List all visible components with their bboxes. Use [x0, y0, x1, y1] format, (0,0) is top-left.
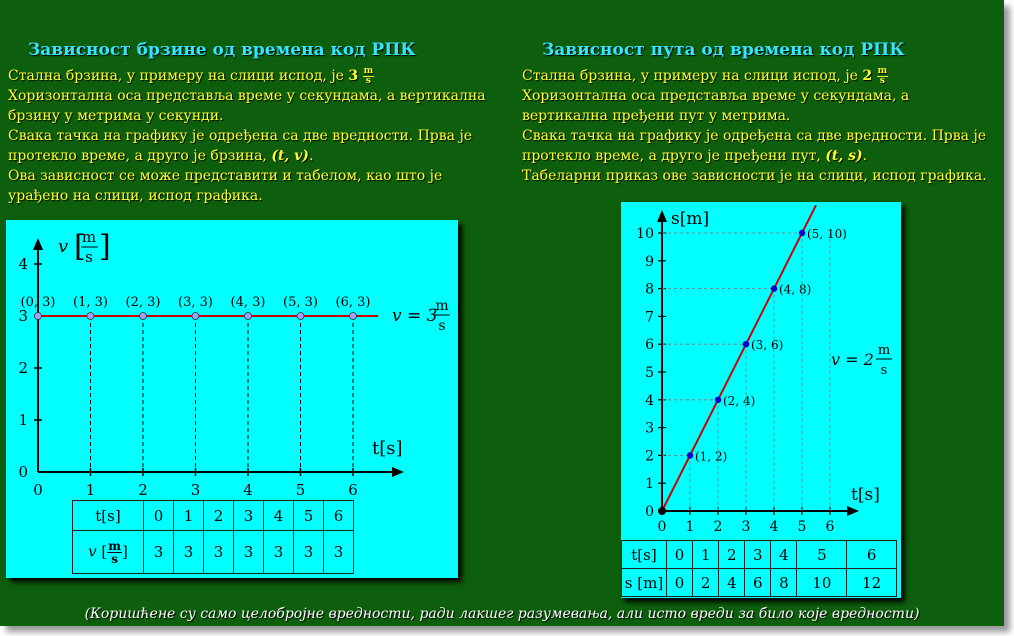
distance-table-header-s: s [m] — [622, 569, 667, 597]
distance-annotation: v = 2 — [831, 350, 874, 369]
velocity-annotation-den: s — [438, 318, 446, 334]
x-tick-label: 4 — [769, 519, 779, 535]
x-tick-label: 5 — [797, 519, 807, 535]
right-p3-math: (t, s) — [825, 148, 863, 164]
y-axis-arrow — [657, 210, 667, 222]
point-label: (2, 3) — [125, 295, 161, 310]
x-tick-label: 0 — [33, 481, 43, 499]
distance-annotation-num: m — [877, 343, 891, 358]
point-label: (1, 2) — [695, 449, 728, 464]
left-title: Зависност брзине од времена код РПК — [28, 40, 416, 60]
left-p3-math: (t, v) — [271, 148, 309, 164]
y-axis-arrow — [33, 238, 43, 250]
x-tick-label: 4 — [243, 481, 253, 499]
y-tick-label: 10 — [636, 226, 654, 242]
point-label: (1, 3) — [73, 295, 108, 310]
y-axis-label-bracket-l: [ — [74, 229, 86, 264]
y-tick-label: 6 — [645, 337, 654, 354]
left-p3-text: Свака тачка на графику је одређена са две вредности. Прва је протекло време, а друго је брзина, — [8, 128, 473, 164]
y-tick-label: 2 — [645, 448, 654, 465]
y-tick-label: 0 — [18, 463, 28, 481]
velocity-table-cell-t: 0 — [144, 501, 174, 531]
velocity-panel — [6, 220, 458, 578]
distance-table-row-s — [622, 569, 897, 597]
right-p3-text: Свака тачка на графику је одређена са две вредности. Прва је протекло време, а друго је пређени пут, — [522, 128, 987, 164]
y-tick-label: 8 — [645, 281, 654, 298]
velocity-table-cell-v: 3 — [174, 531, 204, 574]
distance-table-cell-t: 1 — [693, 541, 719, 569]
right-p3-suffix: . — [862, 148, 868, 164]
y-tick-label: 2 — [18, 359, 28, 377]
data-point — [350, 313, 357, 320]
velocity-table-row-t — [73, 501, 354, 531]
right-speed-value: 2 — [862, 68, 873, 84]
right-speed-unit — [877, 67, 889, 86]
y-tick-label: 5 — [645, 365, 654, 381]
distance-panel — [621, 202, 901, 598]
velocity-table-cell-t: 1 — [174, 501, 204, 531]
velocity-table-cell-t: 6 — [324, 501, 354, 531]
y-tick-label: 0 — [645, 504, 654, 520]
distance-table-cell-s: 12 — [847, 569, 897, 597]
velocity-table-header-v-den: s — [111, 551, 118, 566]
distance-annotation-den: s — [880, 363, 888, 378]
velocity-table-cell-v: 3 — [234, 531, 264, 574]
y-axis-label-num: m — [81, 228, 97, 246]
point-label: (3, 3) — [178, 295, 213, 310]
x-tick-label: 0 — [657, 519, 667, 535]
velocity-table-cell-t: 3 — [234, 501, 264, 531]
y-axis-label-var: v — [58, 236, 69, 257]
distance-table-cell-t: 0 — [667, 541, 693, 569]
left-p3 — [8, 126, 498, 166]
y-tick-label: 1 — [18, 411, 28, 429]
point-label: (5, 10) — [807, 227, 847, 241]
data-point — [743, 341, 749, 347]
right-p1 — [522, 66, 998, 86]
data-point — [715, 397, 721, 403]
x-tick-label: 3 — [190, 481, 201, 499]
data-point — [799, 230, 805, 236]
left-p1-text: Стална брзина, у примеру на слици испод, је — [8, 68, 349, 84]
left-speed-unit — [363, 67, 375, 86]
x-axis-label: t[s] — [372, 438, 403, 459]
distance-table-cell-s: 4 — [719, 569, 745, 597]
velocity-time-chart — [6, 220, 458, 500]
velocity-table-cell-v: 3 — [264, 531, 294, 574]
y-tick-label: 1 — [645, 476, 654, 493]
x-tick-label: 3 — [741, 519, 751, 535]
footer-note: (Коришћене су само целобројне вредности, ради лакшег разумевања, али исто вреди за било које вредности) — [84, 606, 920, 622]
y-tick-label: 4 — [18, 255, 28, 273]
distance-time-chart — [621, 202, 901, 540]
point-label: (0, 3) — [20, 295, 56, 310]
right-p1-text: Стална брзина, у примеру на слици испод, је — [522, 68, 863, 84]
data-point — [140, 313, 147, 320]
y-axis-label: s[m] — [671, 209, 710, 229]
x-tick-label: 6 — [825, 519, 835, 535]
right-text — [522, 66, 998, 186]
x-axis-arrow — [392, 467, 404, 477]
point-label: (4, 8) — [779, 282, 812, 297]
x-tick-label: 1 — [685, 519, 695, 535]
velocity-table-header-v-var: v — [88, 542, 97, 560]
distance-table-cell-s: 8 — [771, 569, 797, 597]
data-point — [87, 313, 94, 320]
distance-table-cell-t: 6 — [847, 541, 897, 569]
y-tick-label: 9 — [645, 253, 654, 270]
left-p4: Ова зависност се може представити и табелом, као што је урађено на слици, испод графика. — [8, 168, 443, 204]
distance-table-cell-s: 6 — [745, 569, 771, 597]
x-axis-label: t[s] — [851, 485, 880, 505]
right-unit-den: s — [879, 75, 885, 86]
data-point — [771, 285, 777, 291]
point-label: (4, 3) — [230, 295, 266, 310]
velocity-table-cell-v: 3 — [144, 531, 174, 574]
y-axis-label-bracket-r: ] — [99, 229, 111, 264]
x-tick-label: 5 — [295, 481, 306, 499]
y-tick-label: 4 — [645, 392, 654, 409]
x-tick-label: 2 — [138, 481, 148, 499]
y-tick-label: 3 — [18, 307, 28, 325]
left-p3-suffix: . — [308, 148, 314, 164]
left-text — [8, 66, 498, 206]
point-label: (6, 3) — [335, 295, 371, 310]
x-tick-label: 2 — [713, 519, 723, 535]
distance-table — [621, 540, 897, 597]
y-tick-label: 7 — [645, 309, 654, 326]
data-point — [297, 313, 304, 320]
velocity-table-header-v: v [ $\frac{m}{s}$ ] — [73, 531, 144, 574]
left-p2: Хоризонтална оса представља време у секундама, а вертикална брзину у метрима у секунди. — [8, 88, 486, 124]
left-unit-num: m — [363, 65, 374, 76]
y-axis-label-den: s — [85, 248, 93, 266]
distance-table-cell-s: 10 — [797, 569, 847, 597]
distance-table-cell-t: 2 — [719, 541, 745, 569]
distance-table-cell-t: 4 — [771, 541, 797, 569]
right-p3 — [522, 126, 998, 166]
right-title: Зависност пута од времена код РПК — [542, 40, 905, 60]
point-label: (3, 6) — [751, 338, 784, 353]
velocity-table-row-v — [73, 531, 354, 574]
point-label: (2, 4) — [723, 393, 756, 408]
velocity-table-cell-v: 3 — [294, 531, 324, 574]
left-speed-value: 3 — [348, 68, 359, 84]
velocity-table-cell-t: 5 — [294, 501, 324, 531]
point-label: (5, 3) — [283, 295, 318, 310]
velocity-annotation: v = 3 — [392, 306, 438, 326]
velocity-table-cell-t: 2 — [204, 501, 234, 531]
y-tick-label: 3 — [645, 420, 654, 437]
data-point — [245, 313, 252, 320]
distance-table-cell-s: 2 — [693, 569, 719, 597]
velocity-table-header-v-num: m — [108, 538, 121, 553]
velocity-table — [72, 500, 354, 574]
right-unit-num: m — [877, 65, 888, 76]
distance-series-line — [662, 205, 816, 511]
distance-table-header-t: t[s] — [622, 541, 667, 569]
distance-table-row-t — [622, 541, 897, 569]
data-point — [658, 507, 666, 515]
velocity-table-cell-t: 4 — [264, 501, 294, 531]
distance-table-cell-s: 0 — [667, 569, 693, 597]
x-tick-label: 6 — [348, 481, 358, 499]
velocity-annotation-num: m — [435, 298, 449, 314]
x-axis-arrow — [847, 506, 859, 516]
data-point — [687, 452, 693, 458]
distance-table-cell-t: 3 — [745, 541, 771, 569]
left-p1 — [8, 66, 498, 86]
distance-table-cell-t: 5 — [797, 541, 847, 569]
left-unit-den: s — [365, 75, 371, 86]
velocity-table-cell-v: 3 — [324, 531, 354, 574]
right-p2: Хоризонтална оса представља време у секундама, а вертикална пређени пут у метрима. — [522, 88, 910, 124]
data-point — [192, 313, 199, 320]
velocity-table-cell-v: 3 — [204, 531, 234, 574]
right-p4: Табеларни приказ ове зависности је на слици, испод графика. — [522, 168, 987, 184]
velocity-table-header-t: t[s] — [73, 501, 144, 531]
data-point — [35, 313, 42, 320]
x-tick-label: 1 — [85, 481, 96, 499]
